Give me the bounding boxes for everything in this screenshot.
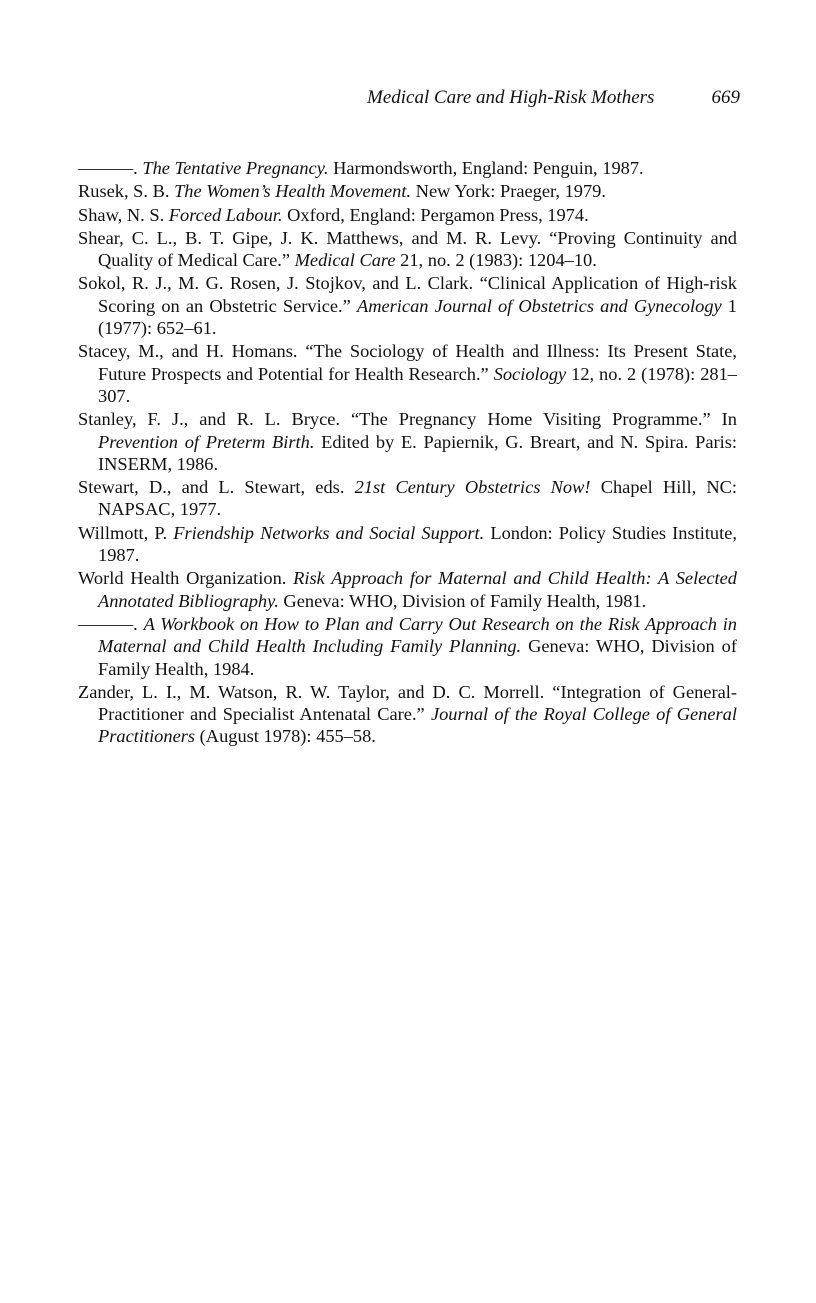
reference-authors: Willmott, P. [78, 522, 174, 543]
reference-authors: ———. [78, 158, 143, 178]
reference-details: Edited by E. Papiernik, G. Breart, and N. Spira. Paris: INSERM, 1986. [98, 431, 737, 474]
reference-authors: Stacey, M., and H. Homans. “The Sociology of Health and Illness: Its Present State, Future Prospects and Potential for Health Research.” [78, 341, 737, 384]
reference-title: American Journal of Obstetrics and Gynecology [356, 295, 722, 316]
reference-entry [78, 157, 737, 179]
reference-entry [78, 272, 737, 339]
reference-details: Geneva: WHO, Division of Family Health, 1984. [98, 636, 737, 679]
reference-title: 21st Century Obstetrics Now! [354, 477, 591, 498]
reference-authors: World Health Organization. [78, 568, 294, 589]
reference-title: Forced Labour. [168, 204, 283, 225]
reference-details: Geneva: WHO, Division of Family Health, 1981. [278, 590, 647, 611]
reference-title: The Tentative Pregnancy. [142, 158, 329, 178]
running-head-title: Medical Care and High-Risk Mothers [367, 87, 655, 108]
reference-entry [78, 681, 737, 748]
reference-entry [78, 340, 737, 407]
reference-entry [78, 227, 737, 272]
reference-authors: Shear, C. L., B. T. Gipe, J. K. Matthews, and M. R. Levy. “Proving Continuity and Quality of Medical Care.” [78, 227, 737, 271]
reference-title: A Workbook on How to Plan and Carry Out Research on the Risk Approach in Maternal and Child Health Including Family Planning. [98, 613, 737, 657]
reference-entry [78, 567, 737, 612]
reference-authors: Rusek, S. B. [78, 181, 175, 202]
reference-title: Friendship Networks and Social Support. [173, 522, 485, 543]
page-number: 669 [711, 87, 740, 108]
reference-authors: Shaw, N. S. [78, 204, 169, 225]
reference-list [78, 157, 737, 749]
reference-entry [78, 408, 737, 475]
reference-authors: Zander, L. I., M. Watson, R. W. Taylor, and D. C. Morrell. “Integration of General-Practitioner and Specialist Antenatal Care.” [78, 681, 737, 725]
reference-entry [78, 204, 737, 226]
reference-title: Prevention of Preterm Birth. [98, 431, 315, 452]
reference-details: 1 (1977): 652–61. [98, 295, 738, 339]
reference-authors: Sokol, R. J., M. G. Rosen, J. Stojkov, and L. Clark. “Clinical Application of High-risk Scoring on an Obstetric Service.” [78, 273, 737, 316]
reference-details: 21, no. 2 (1983): 1204–10. [395, 250, 597, 271]
reference-entry [78, 476, 737, 521]
reference-authors: Stanley, F. J., and R. L. Bryce. “The Pregnancy Home Visiting Programme.” In [78, 409, 737, 430]
reference-entry [78, 180, 737, 202]
reference-details: (August 1978): 455–58. [195, 726, 376, 747]
reference-title: Journal of the Royal College of General Practitioners [98, 704, 737, 747]
reference-title: The Women’s Health Movement. [174, 181, 412, 202]
reference-authors: ———. [78, 613, 144, 634]
reference-details: 12, no. 2 (1978): 281–307. [98, 363, 737, 406]
reference-details: Oxford, England: Pergamon Press, 1974. [282, 204, 589, 225]
reference-details: London: Policy Studies Institute, 1987. [98, 522, 737, 566]
reference-details: Chapel Hill, NC: NAPSAC, 1977. [98, 477, 738, 520]
reference-entry [78, 522, 737, 567]
reference-title: Sociology [493, 363, 567, 384]
reference-entry [78, 613, 737, 680]
reference-details: Harmondsworth, England: Penguin, 1987. [328, 158, 644, 178]
reference-authors: Stewart, D., and L. Stewart, eds. [78, 477, 355, 498]
reference-title: Medical Care [294, 250, 396, 271]
reference-title: Risk Approach for Maternal and Child Health: A Selected Annotated Bibliography. [98, 568, 737, 611]
reference-details: New York: Praeger, 1979. [411, 181, 606, 202]
